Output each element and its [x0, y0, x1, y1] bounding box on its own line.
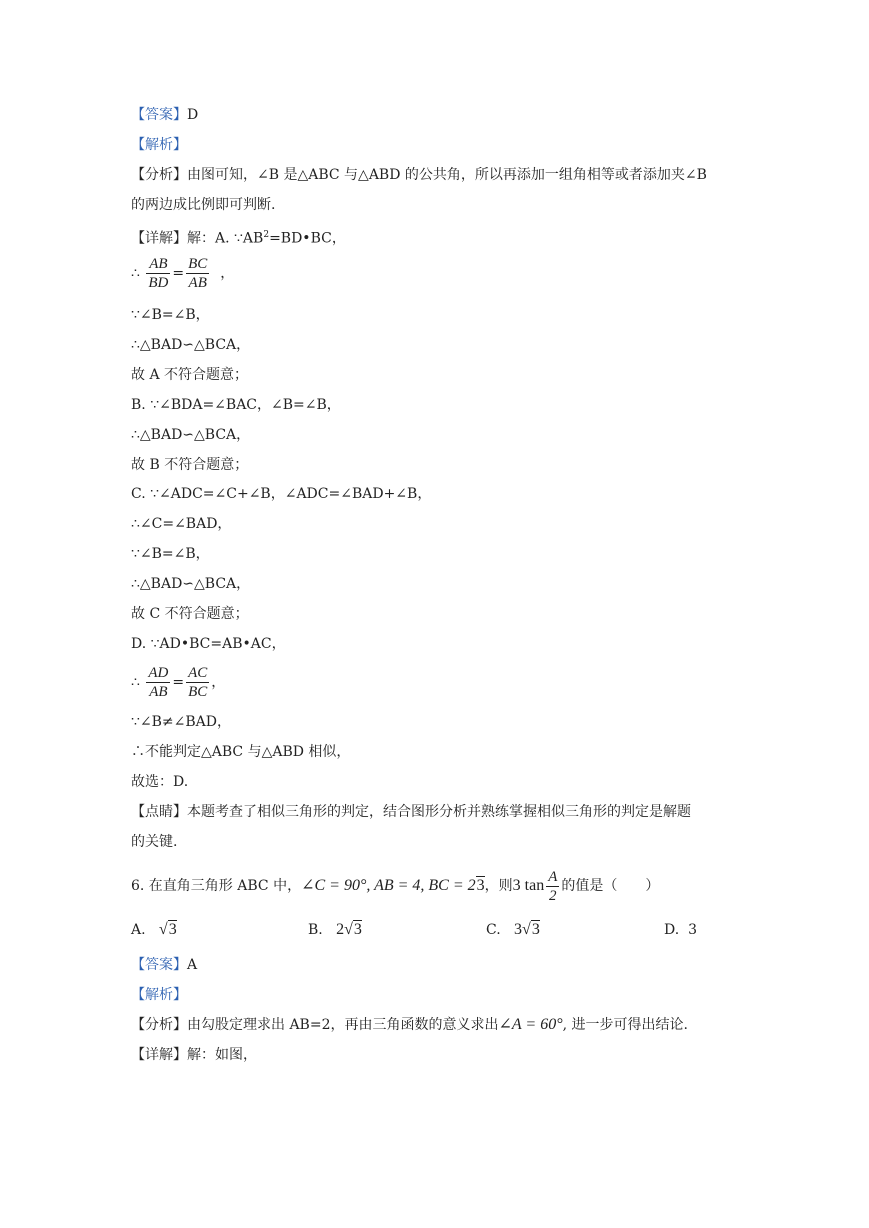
therefore-symbol: ∴ — [131, 265, 140, 282]
option-radicand: 3 — [168, 921, 177, 938]
line: ∴∠C=∠BAD， — [131, 516, 232, 532]
denominator: AB — [149, 684, 168, 700]
denominator: 2 — [549, 887, 557, 904]
denominator: BC — [188, 684, 208, 700]
stem-middle: ，则 — [484, 878, 513, 894]
fenxi-line-2: 的两边成比例即可判断. — [131, 197, 276, 213]
detail-tag: 【详解】 — [131, 1047, 187, 1063]
line: 故选：D. — [131, 774, 189, 790]
answer-value: A — [187, 957, 198, 973]
option-radicand: 3 — [531, 921, 540, 938]
option-b: B. 2√3 — [308, 921, 362, 938]
fenxi-line-1 — [131, 165, 707, 185]
option-d — [664, 920, 697, 940]
stem-prefix: 6. 在直角三角形 ABC 中， — [131, 878, 302, 894]
comma: ， — [220, 265, 235, 282]
equals-sign: = — [172, 674, 185, 691]
fenxi-text-1: 由图可知，∠B 是△ABC 与△ABD 的公共角，所以再添加一组角相等或者添加夹∠B — [187, 167, 707, 183]
option-label: C. — [486, 922, 501, 938]
detail-tag: 【详解】 — [131, 230, 187, 247]
fraction-bc-ab — [186, 255, 209, 292]
line: B. ∵∠BDA=∠BAC，∠B=∠B， — [131, 397, 341, 413]
fenxi-tag: 【分析】 — [131, 167, 187, 183]
fraction-ab-bd — [146, 255, 170, 292]
stem-condition: ∠C = 90°, AB = 4, BC = 2 — [301, 877, 476, 894]
line: ∴△BAD∽△BCA， — [131, 576, 251, 592]
detail-text: 解：如图， — [187, 1047, 257, 1063]
fraction-ad-ab — [146, 664, 170, 701]
numerator: BC — [188, 256, 208, 272]
numerator: AB — [146, 255, 170, 274]
line: ∵∠B≠∠BAD， — [131, 714, 232, 730]
denominator: BD — [148, 275, 169, 291]
fenxi-tag: 【分析】 — [131, 1017, 187, 1033]
superscript: 2 — [263, 230, 270, 240]
fraction-line-1 — [131, 255, 234, 292]
option-label: A. — [131, 922, 146, 938]
option-label: D. — [664, 922, 680, 938]
fenxi-math: ∠A = 60° — [498, 1016, 563, 1033]
q6-analysis-tag: 【解析】 — [131, 987, 187, 1003]
dianjing-tag: 【点睛】 — [131, 804, 187, 820]
answer-tag: 【答案】 — [131, 107, 187, 123]
line: 故 B 不符合题意； — [131, 457, 249, 473]
detail-a-pre: 解：A. ∵AB — [187, 230, 264, 247]
q6-fenxi-line — [131, 1015, 688, 1035]
fraction-line-2 — [131, 664, 225, 701]
q6-answer-line — [131, 955, 197, 975]
stem-suffix: 的值是（ ） — [561, 878, 660, 894]
question-6-stem — [131, 866, 659, 906]
line: ∴△BAD∽△BCA， — [131, 337, 251, 353]
answer-tag: 【答案】 — [131, 957, 187, 973]
fraction-ac-bc — [186, 664, 209, 701]
line: ∵∠B=∠B， — [131, 307, 210, 323]
dianjing-line-1 — [131, 802, 691, 822]
q6-detail-line — [131, 1045, 257, 1065]
fenxi-suffix: , 进一步可得出结论. — [562, 1017, 688, 1033]
line: C. ∵∠ADC=∠C+∠B，∠ADC=∠BAD+∠B， — [131, 486, 432, 502]
sqrt-three: 3 — [476, 877, 485, 894]
detail-line-a — [131, 225, 346, 249]
line: ∵∠B=∠B， — [131, 546, 210, 562]
line: 故 A 不符合题意； — [131, 367, 249, 383]
fenxi-prefix: 由勾股定理求出 AB=2，再由三角函数的意义求出 — [187, 1017, 499, 1033]
option-radicand: 3 — [353, 921, 362, 938]
numerator: AC — [188, 665, 208, 681]
dianjing-line-2: 的关键. — [131, 834, 178, 850]
line: ∴△BAD∽△BCA， — [131, 427, 251, 443]
detail-a-post: =BD•BC， — [269, 230, 346, 247]
option-coefficient: 3 — [514, 921, 523, 938]
line: D. ∵AD•BC=AB•AC， — [131, 636, 286, 652]
line: ∴不能判定△ABC 与△ABD 相似， — [131, 744, 351, 760]
therefore-symbol: ∴ — [131, 674, 140, 691]
answer-line — [131, 105, 198, 125]
dianjing-text: 本题考查了相似三角形的判定，结合图形分析并熟练掌握相似三角形的判定是解题 — [187, 804, 691, 820]
numerator: AD — [148, 665, 169, 681]
equals-sign: = — [172, 265, 185, 282]
option-c: C. 3√3 — [486, 921, 540, 938]
option-label: B. — [308, 922, 323, 938]
comma: ， — [211, 674, 226, 691]
denominator: AB — [188, 275, 207, 291]
option-a: A. √3 — [131, 921, 177, 938]
option-coefficient: 2 — [336, 921, 345, 938]
tan-expression: 3 tan — [512, 877, 545, 894]
option-value: 3 — [688, 922, 698, 938]
answer-value: D — [187, 107, 199, 123]
fraction-a-2 — [546, 868, 559, 905]
line: 故 C 不符合题意； — [131, 606, 249, 622]
numerator: A — [548, 868, 558, 885]
analysis-tag: 【解析】 — [131, 137, 187, 153]
